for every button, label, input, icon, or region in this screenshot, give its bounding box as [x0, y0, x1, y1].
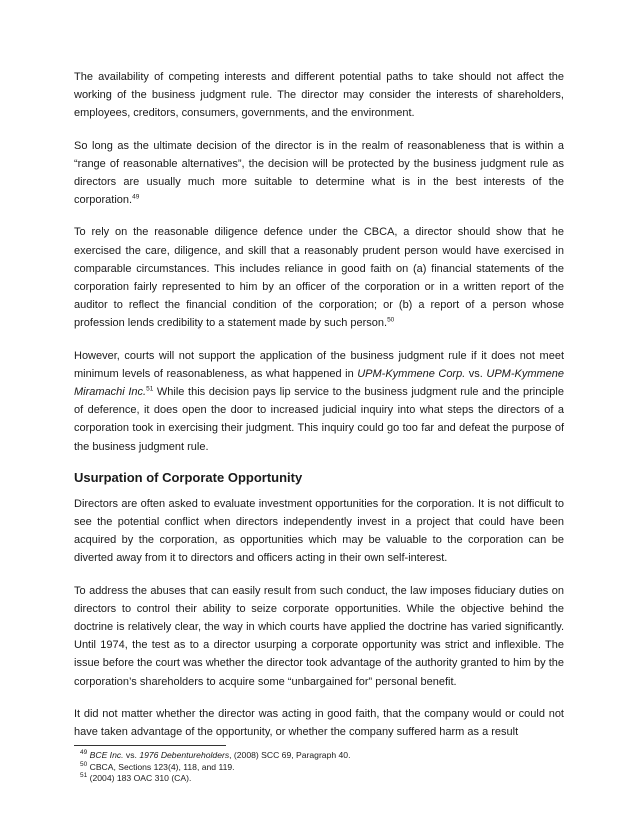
paragraph-text: So long as the ultimate decision of the director is in the realm of reasonableness that is within a “range of reasonable alternatives”, the decision will be protected by the business judgment rule as directors are usually much more suitable to determine what is in the best interests of the corporation.: [74, 139, 564, 207]
section-heading: Usurpation of Corporate Opportunity: [74, 469, 303, 485]
footnote-divider: [74, 745, 226, 746]
paragraph-reasonable-alternatives: [74, 137, 564, 210]
footnote-49: [74, 750, 564, 761]
paragraph-competing-interests: [74, 68, 564, 123]
case-name: UPM-Kymmene Corp.: [357, 367, 466, 380]
footnote-number: 50: [80, 760, 88, 768]
paragraph-investment-opportunities: [74, 495, 564, 568]
paragraph-text: To rely on the reasonable diligence defence under the CBCA, a director should show that he exercised the care, diligence, and skill that a reasonably prudent person would have exercised in comparable circumstances. This includes reliance in good faith on (a) financial statements of the corporation fairly represented to him by an officer of the corporation or in a written report of the auditor to reflect the financial condition of the corporation; or (b) a report of a person whose profession lends credibility to a statement made by such person.: [74, 226, 564, 330]
footnote-ref[interactable]: 49: [132, 193, 140, 201]
footnote-number: 49: [80, 749, 88, 757]
case-name: 1976 Debentureholders: [139, 750, 230, 761]
paragraph-text: While this decision pays lip service to the business judgment rule and the principle of deference, it does open the door to increased judicial inquiry into what steps the directors of a corporation took in exercising their judgment. This inquiry could go too far and defeat the purpose of the business judgment rule.: [74, 386, 564, 453]
paragraph-text: However, courts will not support the application of the business judgment rule if it does not meet minimum levels of reasonableness, as what happened in: [74, 349, 564, 380]
paragraph-text: vs.: [465, 367, 487, 380]
paragraph-upm-kymmene: [74, 347, 564, 456]
paragraph-text: It did not matter whether the director was acting in good faith, that the company would or could not have taken advantage of the opportunity, or whether the company suffered harm as a result: [74, 707, 564, 739]
paragraph-fiduciary-duties: [74, 582, 564, 691]
footnote-text: CBCA, Sections 123(4), 118, and 119.: [87, 761, 235, 772]
case-name: BCE Inc.: [89, 750, 124, 761]
case-name: UPM-Kymmene Miramachi Inc.: [74, 367, 565, 399]
footnote-50: [74, 762, 564, 773]
footnote-text: vs.: [123, 750, 140, 761]
paragraph-text: The availability of competing interests and different potential paths to take should not affect the working of the business judgment rule. The director may consider the interests of shareholders, employees, creditors, consumers, governments, and the environment.: [74, 71, 564, 120]
footnote-ref[interactable]: 51: [146, 385, 154, 393]
paragraph-text: Directors are often asked to evaluate investment opportunities for the corporation. It is not difficult to see the potential conflict when directors independently invest in a project that could have been acquired by the corporation, as opportunities which may be valuable to the corporation can be diverted away from it to directors and officers acting in their own self-interest.: [74, 497, 564, 565]
footnote-ref[interactable]: 50: [387, 316, 395, 324]
paragraph-good-faith: [74, 705, 564, 741]
footnote-51: [74, 773, 564, 784]
footnote-text: (2004) 183 OAC 310 (CA).: [87, 772, 192, 783]
footnote-number: 51: [80, 771, 88, 779]
paragraph-text: To address the abuses that can easily result from such conduct, the law imposes fiduciary duties on directors to control their ability to seize corporate opportunities. While the objective behind the doctrine is relatively clear, the way in which courts have applied the doctrine has varied significantly. Until 1974, the test as to a director usurping a corporate opportunity was strict and inflexible. The issue before the court was whether the director took advantage of the authority granted to him by the corporation’s shareholders to acquire some “unbargained for” personal benefit.: [74, 584, 564, 688]
footnote-text: , (2008) SCC 69, Paragraph 40.: [229, 750, 351, 761]
paragraph-diligence-defence: [74, 223, 564, 332]
